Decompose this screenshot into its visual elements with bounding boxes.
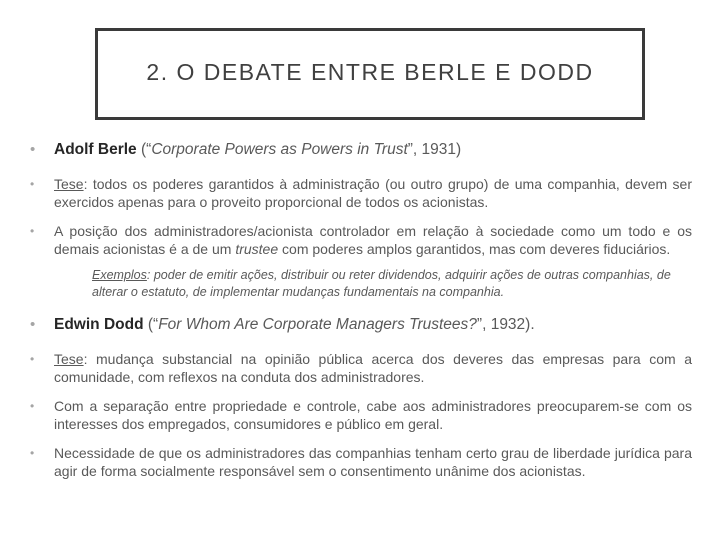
dodd-heading [30,315,692,335]
berle-trustee-point [30,222,692,258]
berle-examples [92,267,692,301]
citation-open: (“ [136,141,152,158]
examples-label: Exemplos [92,268,147,282]
dodd-freedom-point [30,444,692,480]
author-name: Edwin Dodd [54,316,144,333]
dodd-thesis [30,350,692,386]
work-title: Corporate Powers as Powers in Trust [151,141,408,158]
work-title: For Whom Are Corporate Managers Trustees? [158,316,477,333]
title-box [95,28,645,120]
trustee-term: trustee [235,241,279,257]
point-text: Necessidade de que os administradores das companhias tenham certo grau de liberdade jurídica para agir de forma socialmente responsável sem o consentimento unânime dos acionistas. [54,445,692,479]
thesis-text: : todos os poderes garantidos à administração (ou outro grupo) de uma companhia, devem ser exercidos apenas para o proveito proporcional de todos os acionistas. [54,176,692,210]
bullet-icon: • [30,224,35,238]
bullet-icon: • [30,399,35,413]
author-name: Adolf Berle [54,141,137,158]
citation-close: ”, 1931) [407,141,462,158]
bullet-icon: • [30,316,36,333]
point-text: A posição dos administradores/acionista controlador em relação à sociedade como um todo e os demais acionistas é a de um [54,223,692,257]
point-text: Com a separação entre propriedade e controle, cabe aos administradores preocuparem-se com os interesses dos empregados, consumidores e público em geral. [54,398,692,432]
citation-open: (“ [143,316,159,333]
thesis-label: Tese [54,176,84,192]
slide-content [30,140,692,491]
berle-thesis [30,175,692,211]
dodd-separation-point [30,397,692,433]
thesis-label: Tese [54,351,84,367]
examples-text: : poder de emitir ações, distribuir ou reter dividendos, adquirir ações de outras companhias, de alterar o estatuto, de implementar mudanças fundamentais na companhia. [92,268,671,299]
citation-close: ”, 1932). [476,316,535,333]
slide-title: 2. O DEBATE ENTRE BERLE E DODD [146,58,594,85]
bullet-icon: • [30,141,36,158]
bullet-icon: • [30,446,35,460]
berle-heading [30,140,692,160]
bullet-icon: • [30,177,35,191]
point-text: com poderes amplos garantidos, mas com deveres fiduciários. [278,241,671,257]
bullet-icon: • [30,352,35,366]
thesis-text: : mudança substancial na opinião pública acerca dos deveres das empresas para com a comunidade, com reflexos na conduta dos administradores. [54,351,692,385]
